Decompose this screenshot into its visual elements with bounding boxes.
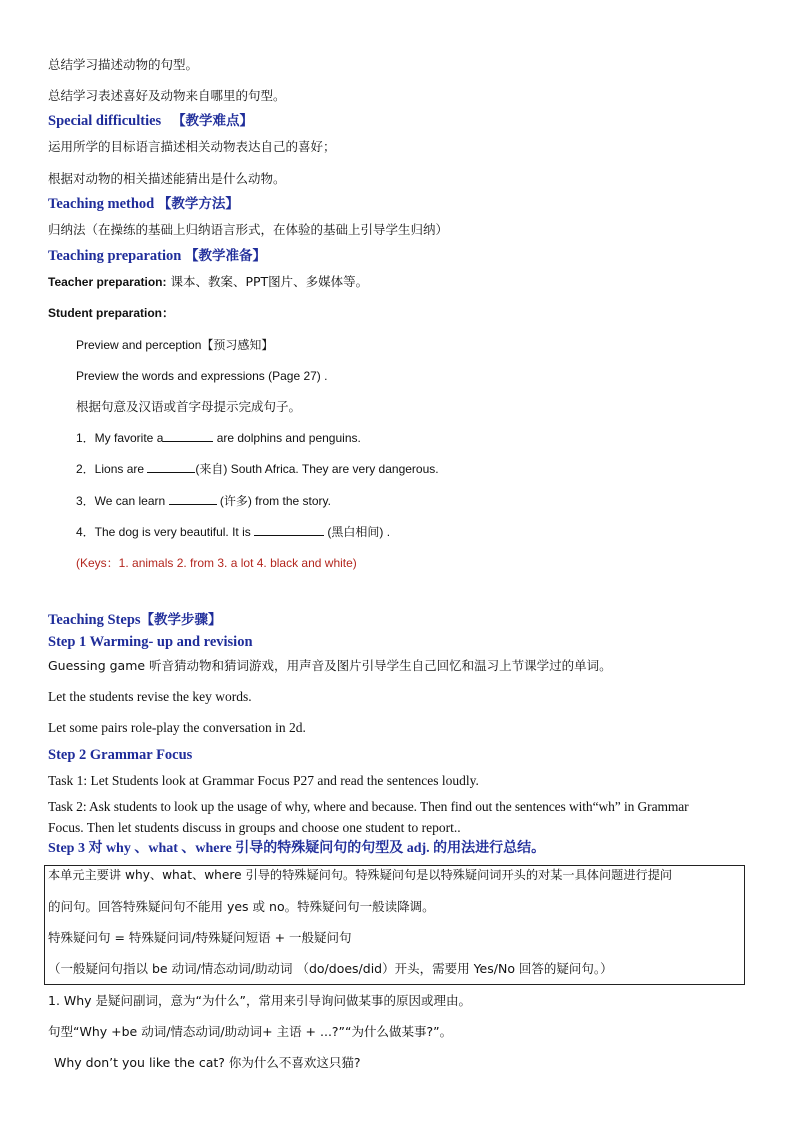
exercise-item-3: [76, 492, 331, 510]
step2-heading: Step 2 Grammar Focus: [48, 747, 193, 763]
method-heading-zh: 【教学方法】: [157, 196, 239, 212]
exercise-item-2-pre: 2．Lions are: [76, 462, 148, 476]
exercise-item-3-post: (许多) from the story.: [216, 494, 331, 508]
step1-line-2: Let the students revise the key words.: [48, 689, 252, 704]
teacher-preparation-text: 课本、教案、PPT图片、多媒体等。: [166, 274, 369, 289]
exercise-item-4: [76, 523, 390, 541]
exercise-item-1: [76, 429, 361, 447]
answer-blank: [254, 523, 324, 536]
exercise-item-4-pre: 4．The dog is very beautiful. It is: [76, 525, 255, 539]
why-example: Why don’t you like the cat? 你为什么不喜欢这只猫?: [54, 1055, 361, 1070]
answer-blank: [169, 492, 217, 505]
difficulties-heading-zh: 【教学难点】: [172, 113, 254, 129]
student-preparation-label: Student preparation：: [48, 306, 175, 320]
steps-heading-zh: 【教学步骤】: [140, 612, 222, 628]
task-1: Task 1: Let Students look at Grammar Focus P27 and read the sentences loudly.: [48, 773, 479, 788]
preview-instruction: Preview the words and expressions (Page 27) .: [76, 369, 328, 383]
steps-heading-en: Teaching Steps: [48, 612, 141, 628]
preparation-heading: [48, 247, 266, 265]
why-line-2: 句型“Why +be 动词/情态动词/助动词+ 主语 + ...?”“为什么做某事?”。: [48, 1024, 453, 1039]
task-2-line-1: Task 2: Ask students to look up the usage of why, where and because. Then find out the sentences with“wh” in Grammar: [48, 799, 689, 814]
difficulty-line-2: 根据对动物的相关描述能猜出是什么动物。: [48, 171, 286, 186]
summary-line-2: 的问句。回答特殊疑问句不能用 yes 或 no。特殊疑问句一般读降调。: [48, 899, 435, 914]
summary-line-4: （一般疑问句指以 be 动词/情态动词/助动词 （do/does/did）开头，需要用 Yes/No 回答的疑问句。）: [48, 961, 613, 976]
teacher-preparation-label: Teacher preparation:: [48, 275, 167, 289]
task-2-line-2: Focus. Then let students discuss in groups and choose one student to report..: [48, 820, 461, 835]
preview-task: 根据句意及汉语或首字母提示完成句子。: [76, 399, 302, 414]
preparation-heading-zh: 【教学准备】: [184, 248, 266, 264]
summary-line-1: 本单元主要讲 why、what、where 引导的特殊疑问句。特殊疑问句是以特殊疑问词开头的对某一具体问题进行提问: [48, 868, 673, 882]
preview-title: Preview and perception【预习感知】: [76, 338, 274, 352]
exercise-item-2-post: (来自) South Africa. They are very dangerous.: [195, 462, 439, 476]
exercise-item-1-post: are dolphins and penguins.: [213, 431, 361, 445]
difficulty-line-1: 运用所学的目标语言描述相关动物表达自己的喜好；: [48, 139, 336, 154]
step1-line-3: Let some pairs role-play the conversation in 2d.: [48, 720, 306, 735]
step1-heading: Step 1 Warming- up and revision: [48, 634, 253, 650]
answer-blank: [163, 429, 213, 442]
exercise-item-1-pre: 1．My favorite a: [76, 431, 164, 445]
exercise-item-4-post: (黑白相间) .: [324, 525, 391, 539]
method-heading-en: Teaching method: [48, 196, 155, 212]
method-heading: [48, 195, 239, 213]
summary-formula: 特殊疑问句 = 特殊疑问词/特殊疑问短语 + 一般疑问句: [48, 930, 352, 945]
objective-line-1: 总结学习描述动物的句型。: [48, 57, 199, 72]
exercise-item-3-pre: 3．We can learn: [76, 494, 169, 508]
objective-line-2: 总结学习表述喜好及动物来自哪里的句型。: [48, 88, 286, 103]
why-line-1: 1. Why 是疑问副词，意为“为什么”，常用来引导询问做某事的原因或理由。: [48, 993, 472, 1008]
preparation-heading-en: Teaching preparation: [48, 248, 182, 264]
step1-line-1: Guessing game 听音猜动物和猜词游戏，用声音及图片引导学生自己回忆和温习上节课学过的单词。: [48, 658, 612, 673]
difficulties-heading: [48, 112, 253, 130]
difficulties-heading-en: Special difficulties: [48, 113, 162, 129]
method-line: 归纳法（在操练的基础上归纳语言形式，在体验的基础上引导学生归纳）: [48, 222, 449, 237]
answer-blank: [147, 460, 195, 473]
steps-heading: [48, 611, 222, 629]
teacher-preparation: [48, 273, 368, 291]
step3-heading: Step 3 对 why 、what 、where 引导的特殊疑问句的句型及 adj. 的用法进行总结。: [48, 841, 546, 856]
exercise-item-2: [76, 460, 439, 478]
answer-keys: (Keys：1. animals 2. from 3. a lot 4. black and white): [76, 556, 357, 570]
